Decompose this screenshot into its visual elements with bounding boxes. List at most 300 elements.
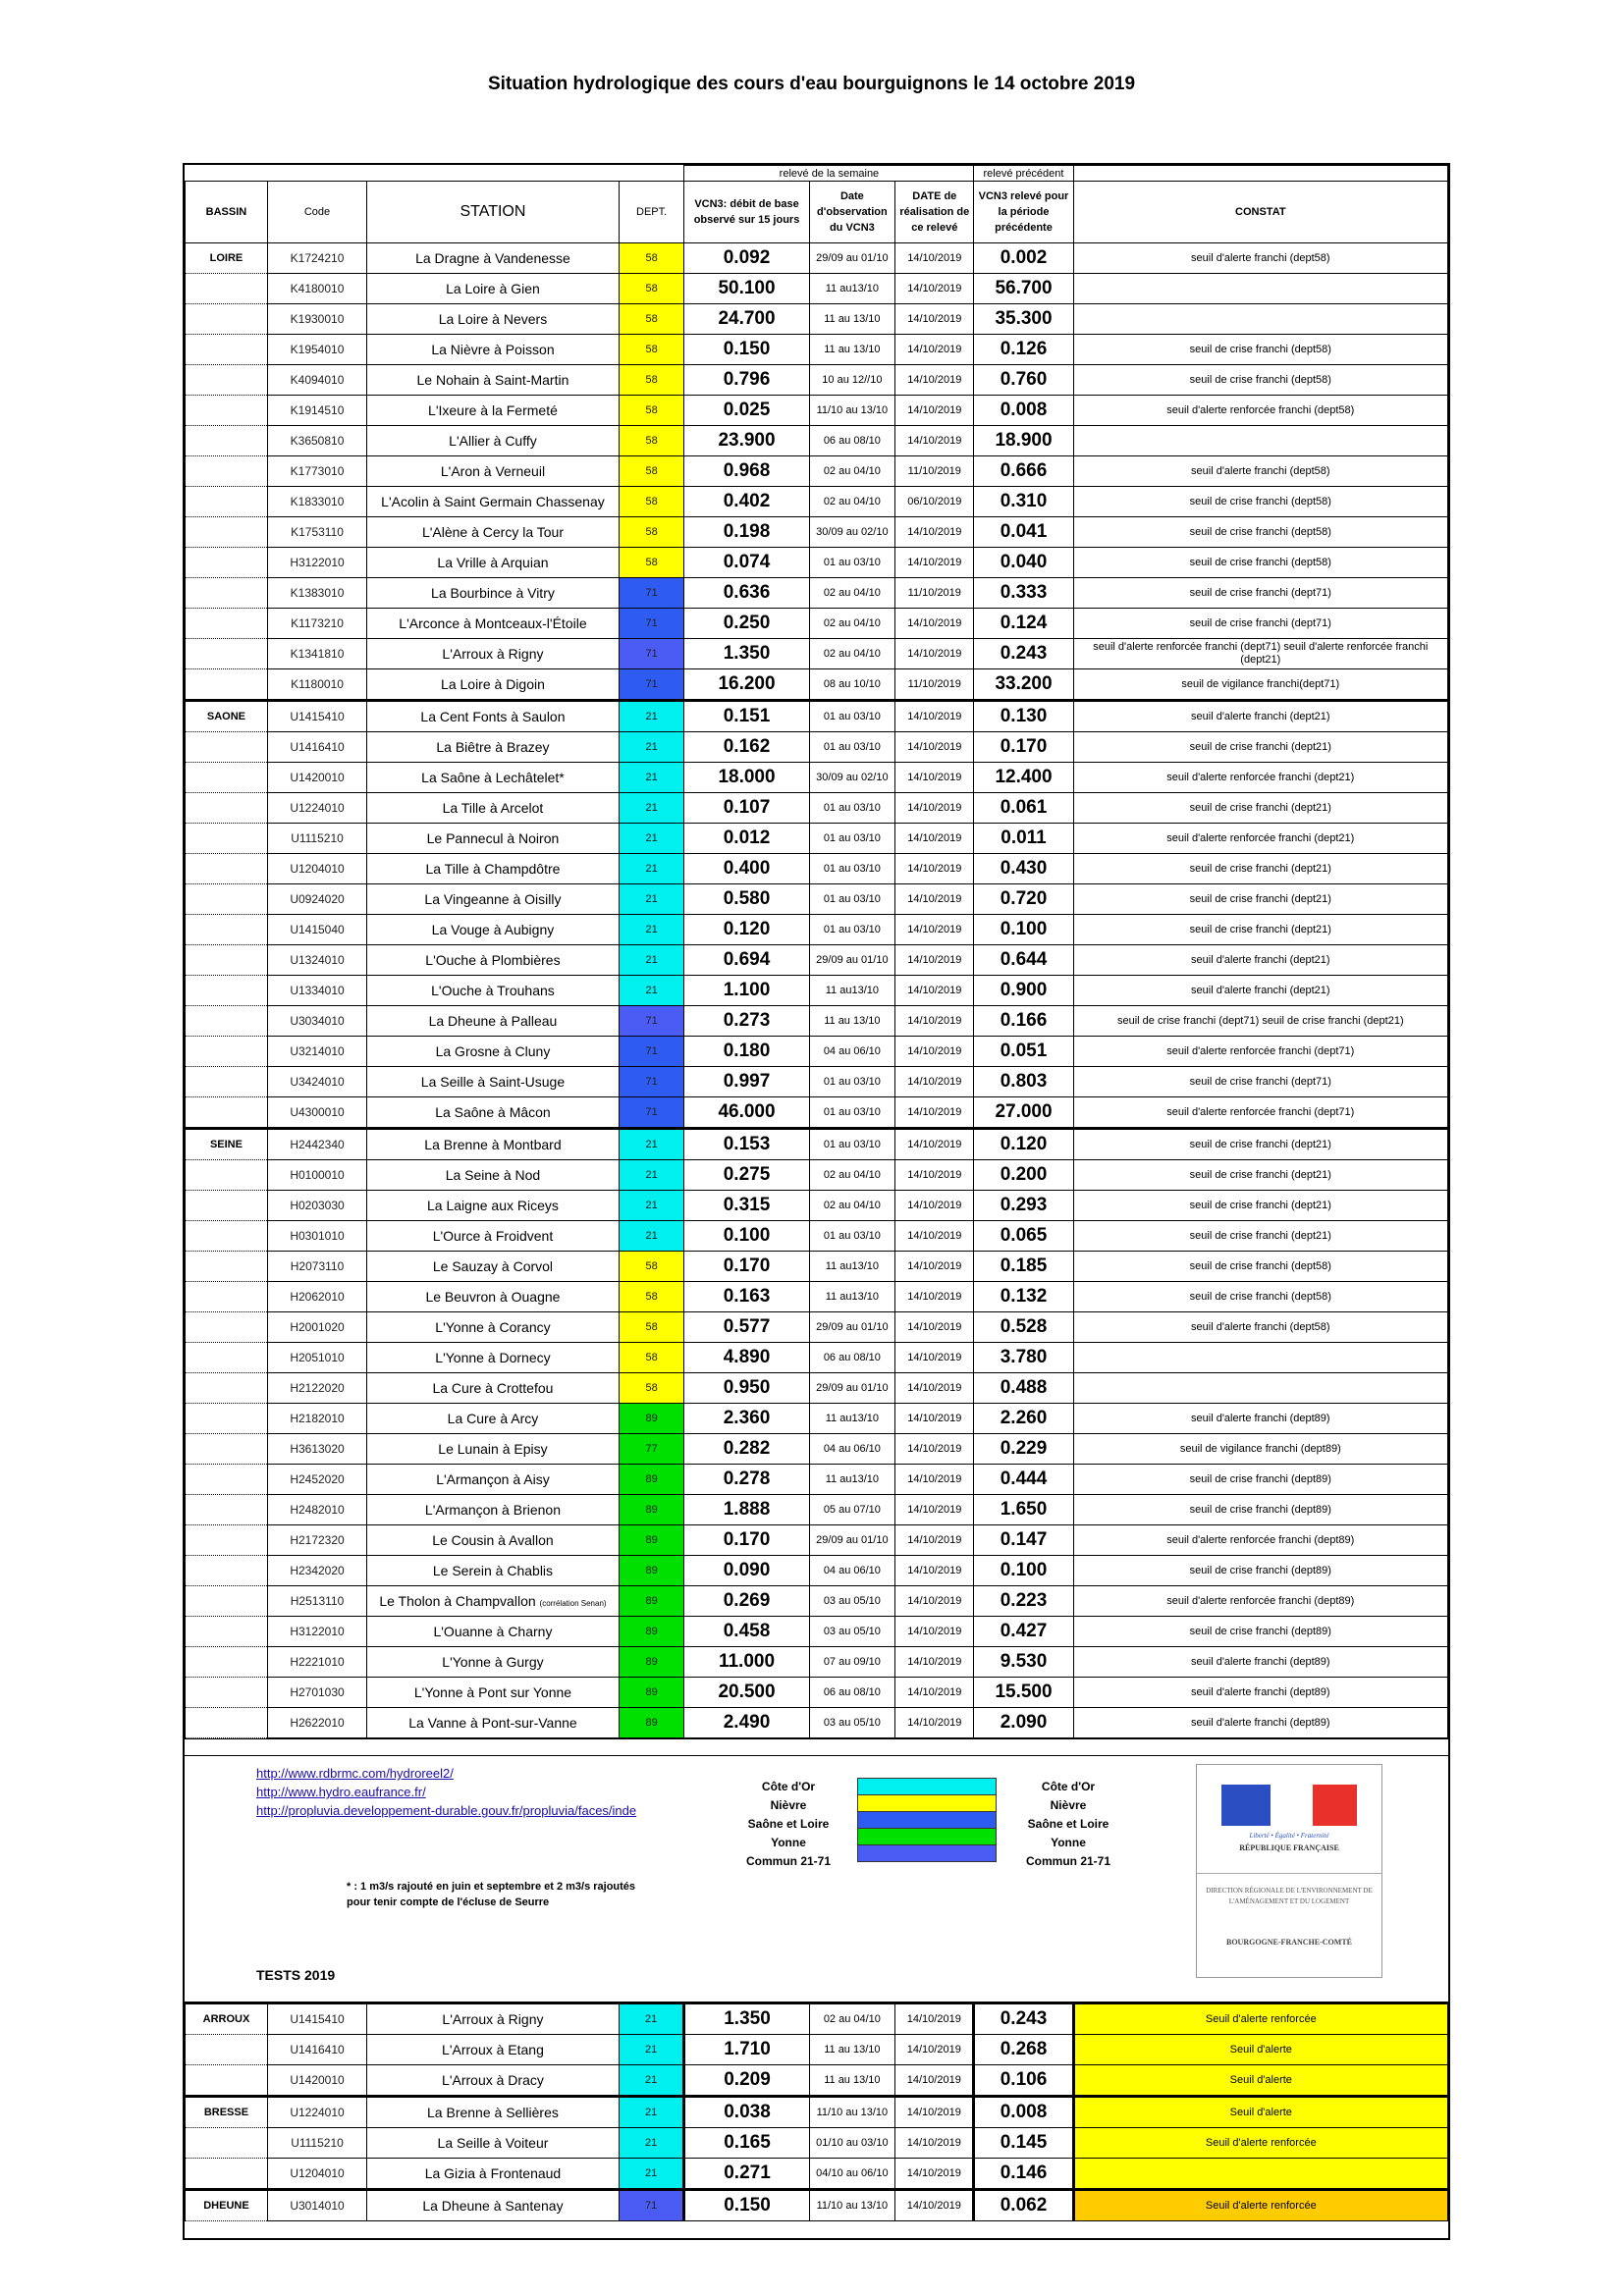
supra-blank — [186, 166, 684, 182]
constat-cell — [1073, 426, 1447, 456]
station-cell: La Dragne à Vandenesse — [367, 243, 620, 274]
bassin-cell — [186, 639, 268, 669]
vcn3-prev-cell: 0.170 — [974, 732, 1073, 763]
constat-cell: seuil de crise franchi (dept89) — [1073, 1465, 1447, 1495]
vcn3-prev-cell: 2.260 — [974, 1404, 1073, 1434]
vcn3-cell: 0.198 — [684, 517, 809, 548]
legend-label: Commun 21-71 — [745, 1854, 832, 1868]
code-cell: H2513110 — [267, 1586, 366, 1617]
vcn3-cell: 0.282 — [684, 1434, 809, 1465]
vcn3-cell: 0.458 — [684, 1617, 809, 1647]
constat-cell: seuil d'alerte renforcée franchi (dept71) seuil d'alerte renforcée franchi (dept21) — [1073, 639, 1447, 669]
dept-cell: 58 — [619, 1282, 684, 1312]
constat-cell: seuil d'alerte renforcée franchi (dept58) — [1073, 396, 1447, 426]
date-real-cell: 14/10/2019 — [895, 732, 974, 763]
code-cell: K1773010 — [267, 456, 366, 487]
constat-cell: seuil d'alerte renforcée franchi (dept89) — [1073, 1586, 1447, 1617]
date-obs-cell: 06 au 08/10 — [809, 1343, 895, 1373]
header-station: STATION — [367, 182, 620, 243]
vcn3-cell: 0.250 — [684, 609, 809, 639]
dept-cell: 58 — [619, 517, 684, 548]
constat-cell: seuil de crise franchi (dept21) — [1073, 793, 1447, 824]
station-cell: L'Ouche à Trouhans — [367, 976, 620, 1006]
date-real-cell: 06/10/2019 — [895, 487, 974, 517]
dept-cell: 89 — [619, 1525, 684, 1556]
vcn3-cell: 0.107 — [684, 793, 809, 824]
constat-cell: seuil de crise franchi (dept21) — [1073, 1160, 1447, 1191]
vcn3-prev-cell: 0.243 — [974, 639, 1073, 669]
station-cell: L'Yonne à Pont sur Yonne — [367, 1678, 620, 1708]
bassin-cell — [186, 1343, 268, 1373]
code-cell: K1383010 — [267, 578, 366, 609]
table-row — [186, 639, 1448, 669]
station-cell: La Loire à Gien — [367, 274, 620, 304]
date-real-cell: 14/10/2019 — [895, 2003, 974, 2035]
station-cell: La Biêtre à Brazey — [367, 732, 620, 763]
constat-cell: seuil d'alerte franchi (dept58) — [1073, 243, 1447, 274]
date-real-cell: 14/10/2019 — [895, 1465, 974, 1495]
vcn3-prev-cell: 0.011 — [974, 824, 1073, 854]
dept-cell: 21 — [619, 701, 684, 732]
station-cell: La Cure à Arcy — [367, 1404, 620, 1434]
dept-cell: 21 — [619, 2065, 684, 2097]
date-real-cell: 14/10/2019 — [895, 763, 974, 793]
table-row — [186, 1465, 1448, 1495]
station-cell: La Seine à Nod — [367, 1160, 620, 1191]
station-cell: La Grosne à Cluny — [367, 1037, 620, 1067]
bassin-cell — [186, 1495, 268, 1525]
table-row — [186, 1037, 1448, 1067]
date-obs-cell: 04 au 06/10 — [809, 1556, 895, 1586]
table-row — [186, 1067, 1448, 1097]
dept-cell: 58 — [619, 304, 684, 335]
link-rdbrmc[interactable]: http://www.rdbrmc.com/hydroreel2/ — [256, 1766, 454, 1781]
date-real-cell: 14/10/2019 — [895, 609, 974, 639]
date-obs-cell: 07 au 09/10 — [809, 1647, 895, 1678]
constat-cell: seuil d'alerte franchi (dept58) — [1073, 1312, 1447, 1343]
vcn3-cell: 46.000 — [684, 1097, 809, 1129]
table-row — [186, 1708, 1448, 1738]
date-real-cell: 14/10/2019 — [895, 2065, 974, 2097]
date-obs-cell: 01 au 03/10 — [809, 884, 895, 915]
date-obs-cell: 06 au 08/10 — [809, 1678, 895, 1708]
code-cell: H2442340 — [267, 1129, 366, 1160]
table-row — [186, 548, 1448, 578]
station-cell: La Vanne à Pont-sur-Vanne — [367, 1708, 620, 1738]
date-obs-cell: 11 au 13/10 — [809, 2035, 895, 2065]
constat-cell: seuil de crise franchi (dept21) — [1073, 854, 1447, 884]
station-cell: Le Lunain à Episy — [367, 1434, 620, 1465]
bassin-cell — [186, 1678, 268, 1708]
station-cell: La Nièvre à Poisson — [367, 335, 620, 365]
vcn3-prev-cell: 0.166 — [974, 1006, 1073, 1037]
spacer-row — [185, 1739, 1448, 1756]
date-obs-cell: 30/09 au 02/10 — [809, 517, 895, 548]
vcn3-cell: 0.275 — [684, 1160, 809, 1191]
vcn3-cell: 0.209 — [684, 2065, 809, 2097]
date-real-cell: 14/10/2019 — [895, 1191, 974, 1221]
code-cell: K1753110 — [267, 517, 366, 548]
table-row — [186, 824, 1448, 854]
link-propluvia[interactable]: http://propluvia.developpement-durable.gouv.fr/propluvia/faces/inde — [256, 1803, 637, 1818]
station-cell: La Saône à Lechâtelet* — [367, 763, 620, 793]
table-row — [186, 1129, 1448, 1160]
station-cell: La Tille à Arcelot — [367, 793, 620, 824]
table-row — [186, 1556, 1448, 1586]
date-real-cell: 14/10/2019 — [895, 1678, 974, 1708]
date-obs-cell: 03 au 05/10 — [809, 1617, 895, 1647]
date-real-cell: 14/10/2019 — [895, 945, 974, 976]
vcn3-cell: 0.273 — [684, 1006, 809, 1037]
date-real-cell: 14/10/2019 — [895, 426, 974, 456]
table-row — [186, 884, 1448, 915]
date-real-cell: 14/10/2019 — [895, 1708, 974, 1738]
station-cell: La Bourbince à Vitry — [367, 578, 620, 609]
vcn3-cell: 16.200 — [684, 669, 809, 701]
date-real-cell: 14/10/2019 — [895, 1617, 974, 1647]
date-obs-cell: 02 au 04/10 — [809, 456, 895, 487]
station-name: Le Tholon à Champvallon — [379, 1593, 536, 1609]
date-real-cell: 14/10/2019 — [895, 1373, 974, 1404]
date-real-cell: 14/10/2019 — [895, 2159, 974, 2190]
code-cell: U1420010 — [267, 2065, 366, 2097]
legend-label: Côte d'Or — [761, 1780, 816, 1793]
date-obs-cell: 02 au 04/10 — [809, 609, 895, 639]
date-real-cell: 14/10/2019 — [895, 517, 974, 548]
vcn3-cell: 4.890 — [684, 1343, 809, 1373]
dept-cell: 58 — [619, 1312, 684, 1343]
vcn3-cell: 11.000 — [684, 1647, 809, 1678]
dept-cell: 21 — [619, 2003, 684, 2035]
vcn3-cell: 0.400 — [684, 854, 809, 884]
date-real-cell: 14/10/2019 — [895, 1037, 974, 1067]
vcn3-cell: 0.163 — [684, 1282, 809, 1312]
constat-cell: seuil de crise franchi (dept89) — [1073, 1556, 1447, 1586]
station-cell: Le Sauzay à Corvol — [367, 1252, 620, 1282]
date-obs-cell: 01 au 03/10 — [809, 824, 895, 854]
dept-cell: 21 — [619, 2097, 684, 2128]
code-cell: H3613020 — [267, 1434, 366, 1465]
dept-cell: 58 — [619, 1373, 684, 1404]
vcn3-cell: 0.271 — [684, 2159, 809, 2190]
bassin-cell — [186, 669, 268, 701]
legend-label: Nièvre — [770, 1798, 807, 1812]
supra-header-semaine: relevé de la semaine — [684, 166, 974, 182]
bassin-cell — [186, 2159, 268, 2190]
link-hydro-eaufrance[interactable]: http://www.hydro.eaufrance.fr/ — [256, 1785, 426, 1799]
date-real-cell: 14/10/2019 — [895, 1343, 974, 1373]
date-real-cell: 14/10/2019 — [895, 1252, 974, 1282]
table-row — [186, 2065, 1448, 2097]
constat-cell: seuil d'alerte franchi (dept21) — [1073, 945, 1447, 976]
vcn3-cell: 1.888 — [684, 1495, 809, 1525]
bassin-cell — [186, 578, 268, 609]
bassin-cell — [186, 274, 268, 304]
vcn3-cell: 0.968 — [684, 456, 809, 487]
code-cell: U1204010 — [267, 854, 366, 884]
constat-cell: seuil d'alerte renforcée franchi (dept21) — [1073, 824, 1447, 854]
vcn3-cell: 0.165 — [684, 2128, 809, 2159]
station-cell: La Saône à Mâcon — [367, 1097, 620, 1129]
date-obs-cell: 02 au 04/10 — [809, 578, 895, 609]
vcn3-cell: 0.151 — [684, 701, 809, 732]
code-cell: H2073110 — [267, 1252, 366, 1282]
bassin-cell — [186, 1160, 268, 1191]
dept-cell: 71 — [619, 578, 684, 609]
supra-header-empty — [1073, 166, 1447, 182]
dept-cell: 21 — [619, 915, 684, 945]
bassin-cell — [186, 2065, 268, 2097]
constat-cell: seuil d'alerte renforcée franchi (dept89) — [1073, 1525, 1447, 1556]
date-real-cell: 14/10/2019 — [895, 1067, 974, 1097]
date-obs-cell: 03 au 05/10 — [809, 1708, 895, 1738]
vcn3-prev-cell: 0.310 — [974, 487, 1073, 517]
constat-cell: seuil de crise franchi (dept58) — [1073, 1282, 1447, 1312]
vcn3-cell: 0.100 — [684, 1221, 809, 1252]
dept-cell: 21 — [619, 854, 684, 884]
date-real-cell: 14/10/2019 — [895, 884, 974, 915]
table-row — [186, 609, 1448, 639]
date-real-cell: 14/10/2019 — [895, 854, 974, 884]
links-list — [256, 1764, 688, 1820]
station-cell: Le Serein à Chablis — [367, 1556, 620, 1586]
date-obs-cell: 11 au 13/10 — [809, 335, 895, 365]
station-cell: L'Arroux à Dracy — [367, 2065, 620, 2097]
table-row — [186, 274, 1448, 304]
station-cell: L'Yonne à Gurgy — [367, 1647, 620, 1678]
vcn3-cell: 0.090 — [684, 1556, 809, 1586]
footnote-line: pour tenir compte de l'écluse de Seurre — [347, 1896, 550, 1908]
dept-cell: 58 — [619, 365, 684, 396]
station-cell: La Vouge à Aubigny — [367, 915, 620, 945]
vcn3-prev-cell: 1.650 — [974, 1495, 1073, 1525]
date-real-cell: 14/10/2019 — [895, 1160, 974, 1191]
legend-block — [185, 1756, 1448, 2002]
date-obs-cell: 11 au 13/10 — [809, 2065, 895, 2097]
bassin-cell: DHEUNE — [186, 2190, 268, 2221]
vcn3-prev-cell: 0.293 — [974, 1191, 1073, 1221]
constat-cell: seuil d'alerte franchi (dept58) — [1073, 456, 1447, 487]
table-row — [186, 426, 1448, 456]
table-row — [186, 1097, 1448, 1129]
table-row — [186, 1252, 1448, 1282]
station-cell — [367, 1586, 620, 1617]
bassin-cell — [186, 304, 268, 335]
bassin-cell — [186, 1525, 268, 1556]
table-row — [186, 793, 1448, 824]
table-row — [186, 732, 1448, 763]
code-cell: H2221010 — [267, 1647, 366, 1678]
vcn3-cell: 0.278 — [684, 1465, 809, 1495]
code-cell: H0203030 — [267, 1191, 366, 1221]
date-obs-cell: 01 au 03/10 — [809, 915, 895, 945]
dept-cell: 21 — [619, 1160, 684, 1191]
bassin-cell — [186, 763, 268, 793]
code-cell: K4180010 — [267, 274, 366, 304]
code-cell: U1115210 — [267, 824, 366, 854]
code-cell: H0301010 — [267, 1221, 366, 1252]
table-row — [186, 976, 1448, 1006]
constat-cell: seuil d'alerte renforcée franchi (dept71) — [1073, 1097, 1447, 1129]
vcn3-prev-cell: 0.229 — [974, 1434, 1073, 1465]
constat-cell: Seuil d'alerte — [1073, 2065, 1447, 2097]
vcn3-prev-cell: 3.780 — [974, 1343, 1073, 1373]
code-cell: K1724210 — [267, 243, 366, 274]
prefecture-logo — [1196, 1764, 1382, 1978]
vcn3-prev-cell: 56.700 — [974, 274, 1073, 304]
vcn3-prev-cell: 33.200 — [974, 669, 1073, 701]
bassin-cell: LOIRE — [186, 243, 268, 274]
code-cell: U1420010 — [267, 763, 366, 793]
date-obs-cell: 02 au 04/10 — [809, 1191, 895, 1221]
dept-cell: 21 — [619, 763, 684, 793]
vcn3-prev-cell: 0.528 — [974, 1312, 1073, 1343]
vcn3-prev-cell: 0.041 — [974, 517, 1073, 548]
constat-cell: seuil d'alerte franchi (dept89) — [1073, 1678, 1447, 1708]
date-real-cell: 14/10/2019 — [895, 1221, 974, 1252]
table-row — [186, 1191, 1448, 1221]
station-cell: Le Pannecul à Noiron — [367, 824, 620, 854]
constat-cell — [1073, 274, 1447, 304]
date-obs-cell: 04/10 au 06/10 — [809, 2159, 895, 2190]
date-obs-cell: 29/09 au 01/10 — [809, 945, 895, 976]
date-obs-cell: 04 au 06/10 — [809, 1434, 895, 1465]
vcn3-cell: 50.100 — [684, 274, 809, 304]
station-cell: La Gizia à Frontenaud — [367, 2159, 620, 2190]
code-cell: H2342020 — [267, 1556, 366, 1586]
dept-cell: 77 — [619, 1434, 684, 1465]
legend-swatch-cote-dor — [857, 1778, 997, 1795]
constat-cell: Seuil d'alerte renforcée — [1073, 2128, 1447, 2159]
table-row — [186, 1221, 1448, 1252]
constat-cell: seuil de crise franchi (dept71) — [1073, 578, 1447, 609]
station-cell: La Loire à Nevers — [367, 304, 620, 335]
code-cell: U4300010 — [267, 1097, 366, 1129]
table-row — [186, 365, 1448, 396]
code-cell: U1334010 — [267, 976, 366, 1006]
table-row — [186, 2097, 1448, 2128]
station-cell: La Tille à Champdôtre — [367, 854, 620, 884]
dept-cell: 71 — [619, 1006, 684, 1037]
dept-cell: 58 — [619, 396, 684, 426]
table-row — [186, 2128, 1448, 2159]
constat-cell: seuil d'alerte franchi (dept21) — [1073, 976, 1447, 1006]
code-cell: U1204010 — [267, 2159, 366, 2190]
code-cell: H0100010 — [267, 1160, 366, 1191]
vcn3-cell: 0.950 — [684, 1373, 809, 1404]
vcn3-cell: 1.350 — [684, 2003, 809, 2035]
constat-cell: seuil de crise franchi (dept58) — [1073, 1252, 1447, 1282]
date-obs-cell: 11 au 13/10 — [809, 304, 895, 335]
vcn3-cell: 0.162 — [684, 732, 809, 763]
vcn3-cell: 0.315 — [684, 1191, 809, 1221]
date-real-cell: 14/10/2019 — [895, 1647, 974, 1678]
footnote — [347, 1879, 710, 1910]
vcn3-prev-cell: 0.430 — [974, 854, 1073, 884]
code-cell: U1415410 — [267, 701, 366, 732]
dept-cell: 58 — [619, 1343, 684, 1373]
station-cell: L'Armançon à Brienon — [367, 1495, 620, 1525]
constat-cell: seuil de crise franchi (dept21) — [1073, 732, 1447, 763]
bassin-cell — [186, 1067, 268, 1097]
tests-title: TESTS 2019 — [256, 1967, 336, 1983]
bassin-cell — [186, 365, 268, 396]
station-cell: L'Acolin à Saint Germain Chassenay — [367, 487, 620, 517]
vcn3-prev-cell: 0.644 — [974, 945, 1073, 976]
bassin-cell — [186, 1282, 268, 1312]
bassin-cell — [186, 1191, 268, 1221]
legend-swatch-nievre — [857, 1794, 997, 1812]
supra-header-precedent: relevé précédent — [974, 166, 1073, 182]
station-cell: L'Arroux à Rigny — [367, 2003, 620, 2035]
dept-cell: 89 — [619, 1495, 684, 1525]
date-obs-cell: 05 au 07/10 — [809, 1495, 895, 1525]
dept-cell: 58 — [619, 548, 684, 578]
table-row — [186, 1312, 1448, 1343]
vcn3-cell: 1.710 — [684, 2035, 809, 2065]
vcn3-cell: 0.402 — [684, 487, 809, 517]
code-cell: H2482010 — [267, 1495, 366, 1525]
constat-cell — [1073, 2159, 1447, 2190]
date-real-cell: 14/10/2019 — [895, 1404, 974, 1434]
date-obs-cell: 11 au 13/10 — [809, 1006, 895, 1037]
station-cell: La Cure à Crottefou — [367, 1373, 620, 1404]
dept-cell: 21 — [619, 976, 684, 1006]
constat-cell: seuil de crise franchi (dept89) — [1073, 1617, 1447, 1647]
table-row — [186, 2190, 1448, 2221]
dept-cell: 21 — [619, 824, 684, 854]
vcn3-cell: 0.038 — [684, 2097, 809, 2128]
constat-cell: seuil d'alerte franchi (dept89) — [1073, 1404, 1447, 1434]
constat-cell: Seuil d'alerte renforcée — [1073, 2190, 1447, 2221]
spacer-table — [185, 1738, 1448, 1756]
date-obs-cell: 11/10 au 13/10 — [809, 2097, 895, 2128]
bassin-cell — [186, 1465, 268, 1495]
constat-cell: seuil de vigilance franchi (dept89) — [1073, 1434, 1447, 1465]
code-cell: H2172320 — [267, 1525, 366, 1556]
code-cell: U1415040 — [267, 915, 366, 945]
vcn3-prev-cell: 0.130 — [974, 701, 1073, 732]
vcn3-prev-cell: 0.008 — [974, 2097, 1073, 2128]
code-cell: H2452020 — [267, 1465, 366, 1495]
dept-cell: 89 — [619, 1708, 684, 1738]
code-cell: H2001020 — [267, 1312, 366, 1343]
constat-cell: seuil de crise franchi (dept58) — [1073, 548, 1447, 578]
constat-cell: seuil de crise franchi (dept21) — [1073, 884, 1447, 915]
header-vcn3-prev: VCN3 relevé pour la période précédente — [974, 182, 1073, 243]
date-real-cell: 14/10/2019 — [895, 639, 974, 669]
date-real-cell: 11/10/2019 — [895, 456, 974, 487]
station-cell: La Brenne à Sellières — [367, 2097, 620, 2128]
date-obs-cell: 02 au 04/10 — [809, 487, 895, 517]
dept-cell: 71 — [619, 639, 684, 669]
constat-cell: seuil d'alerte renforcée franchi (dept21) — [1073, 763, 1447, 793]
date-real-cell: 14/10/2019 — [895, 396, 974, 426]
code-cell: H2122020 — [267, 1373, 366, 1404]
date-real-cell: 14/10/2019 — [895, 1434, 974, 1465]
dept-cell: 21 — [619, 732, 684, 763]
date-obs-cell: 03 au 05/10 — [809, 1586, 895, 1617]
dept-cell: 89 — [619, 1647, 684, 1678]
vcn3-cell: 0.153 — [684, 1129, 809, 1160]
vcn3-cell: 0.170 — [684, 1525, 809, 1556]
vcn3-cell: 24.700 — [684, 304, 809, 335]
table-row — [186, 854, 1448, 884]
constat-cell: Seuil d'alerte — [1073, 2097, 1447, 2128]
date-obs-cell: 29/09 au 01/10 — [809, 1373, 895, 1404]
vcn3-prev-cell: 0.008 — [974, 396, 1073, 426]
header-date-real: DATE de réalisation de ce relevé — [895, 182, 974, 243]
